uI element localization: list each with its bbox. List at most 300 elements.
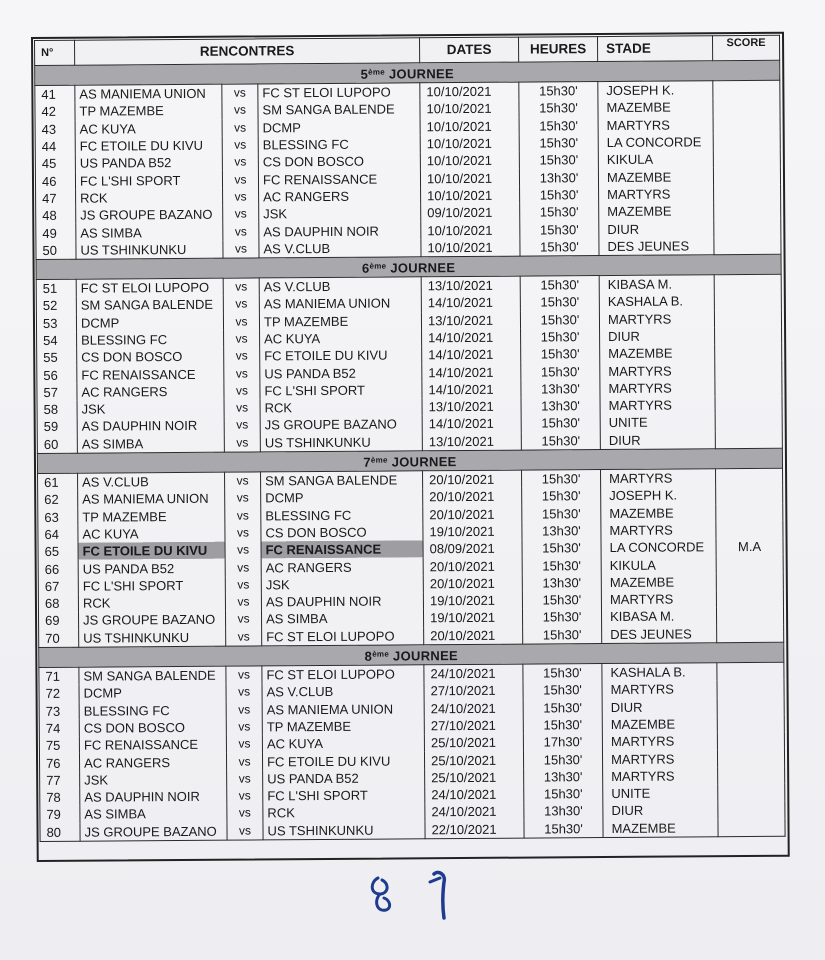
match-date: 24/10/2021 [425,803,524,821]
match-number: 51 [36,279,76,297]
match-date: 13/10/2021 [422,398,521,416]
match-time: 15h30' [523,750,602,768]
match-number: 56 [37,366,77,384]
away-team: AS MANIEMA UNION [259,295,421,313]
versus: vs [222,154,258,172]
match-time: 15h30' [519,99,598,117]
match-stadium: MAZEMBE [599,202,714,220]
match-score [718,801,785,819]
away-team: AS DAUPHIN NOIR [259,222,421,240]
match-time: 15h30' [522,591,601,609]
match-score [717,749,784,767]
home-team: AC RANGERS [79,753,226,771]
match-score [717,662,784,680]
away-team: US PANDA B52 [263,769,425,787]
versus: vs [224,382,260,400]
match-date: 20/10/2021 [423,574,522,592]
header-stade: STADE [598,36,713,62]
home-team: SM SANGA BALENDE [76,296,223,314]
away-team: FC ST ELOI LUPOPO [262,627,424,646]
versus: vs [222,136,258,154]
match-score [718,784,785,802]
match-number: 77 [40,771,80,789]
match-time: 15h30' [523,699,602,717]
header-score: SCORE [713,35,780,60]
home-team: DCMP [76,313,223,331]
away-team: AS V.CLUB [259,277,421,296]
versus: vs [226,701,262,719]
match-score [716,503,783,521]
away-team: FC ST ELOI LUPOPO [258,83,420,102]
match-stadium: JOSEPH K. [598,81,713,100]
match-score [717,624,784,642]
header-heures: HEURES [519,37,598,63]
match-number: 41 [35,85,75,103]
match-date: 14/10/2021 [422,363,521,381]
match-stadium: MARTYRS [602,750,717,768]
match-score [716,486,783,504]
match-number: 80 [40,823,80,841]
schedule-table [34,35,786,842]
versus: vs [222,84,258,102]
match-date: 10/10/2021 [420,82,519,100]
match-score [716,590,783,608]
versus: vs [223,188,259,206]
home-team: FC ETOILE DU KIVU [78,542,225,560]
match-score [715,344,782,362]
match-time: 15h30' [519,82,598,100]
match-time: 15h30' [524,785,603,803]
home-team: JS GROUPE BAZANO [78,611,225,629]
match-stadium: UNITE [600,414,715,432]
match-score [715,396,782,414]
match-number: 49 [36,224,76,242]
away-team: TP MAZEMBE [262,717,424,735]
home-team: AS SIMBA [76,223,223,241]
match-date: 19/10/2021 [423,592,522,610]
match-stadium: DES JEUNES [602,625,717,644]
journee-number: 5 [360,66,369,82]
match-stadium: MARTYRS [602,732,717,750]
match-time: 17h30' [523,733,602,751]
match-date: 14/10/2021 [422,328,521,346]
match-time: 13h30' [521,397,600,415]
match-score [716,468,783,486]
versus: vs [226,718,262,736]
away-team: RCK [263,804,425,822]
match-stadium: MARTYRS [600,379,715,397]
match-date: 10/10/2021 [421,238,520,256]
away-team: FC L'SHI SPORT [263,786,425,804]
match-time: 15h30' [520,311,599,329]
match-stadium: MAZEMBE [598,99,713,117]
match-score [715,361,782,379]
journee-word: JOURNEE [391,453,457,470]
header-dates: DATES [420,37,519,63]
match-score [714,274,781,292]
match-score [716,573,783,591]
match-time: 15h30' [523,716,602,734]
versus: vs [222,119,258,137]
match-score [713,98,780,116]
match-date: 24/10/2021 [425,786,524,804]
match-date: 20/10/2021 [423,488,522,506]
match-time: 15h30' [521,432,600,450]
match-score [716,555,783,573]
away-team: BLESSING FC [261,506,423,524]
journee-number: 8 [364,648,373,664]
versus: vs [227,805,263,823]
match-time: 15h30' [520,276,599,294]
match-stadium: KIKULA [598,150,713,168]
match-date: 13/10/2021 [421,276,520,294]
match-score [713,150,780,168]
home-team: AC RANGERS [77,382,224,400]
match-stadium: MARTYRS [601,521,716,539]
match-number: 59 [37,418,77,436]
match-date: 10/10/2021 [420,135,519,153]
away-team: CS DON BOSCO [258,152,420,170]
versus: vs [226,628,262,646]
match-date: 14/10/2021 [422,380,521,398]
away-team: TP MAZEMBE [259,312,421,330]
match-score [718,766,785,784]
home-team: AS V.CLUB [78,472,225,491]
match-number: 60 [37,435,77,453]
match-date: 10/10/2021 [420,152,519,170]
away-team: AC RANGERS [261,558,423,576]
match-date: 27/10/2021 [424,716,523,734]
match-score [715,327,782,345]
match-number: 58 [37,401,77,419]
versus: vs [224,365,260,383]
signature-icon [360,860,480,930]
home-team: FC RENAISSANCE [79,736,226,754]
away-team: FC RENAISSANCE [258,170,420,188]
match-stadium: JOSEPH K. [601,486,716,504]
match-number: 54 [37,332,77,350]
match-date: 20/10/2021 [423,470,522,488]
match-time: 15h30' [520,220,599,238]
match-time: 15h30' [524,820,603,838]
match-score [714,219,781,237]
away-team: FC RENAISSANCE [261,540,423,558]
away-team: FC L'SHI SPORT [260,381,422,399]
versus: vs [226,684,262,702]
match-stadium: MARTYRS [603,767,718,785]
versus: vs [223,240,259,258]
match-time: 13h30' [519,169,598,187]
versus: vs [223,278,259,296]
match-date: 27/10/2021 [424,682,523,700]
match-stadium: MAZEMBE [600,344,715,362]
match-score [715,379,782,397]
home-team: SM SANGA BALENDE [79,666,226,685]
schedule-body [35,60,785,841]
header-num: N° [35,40,75,65]
away-team: AS V.CLUB [262,682,424,700]
versus: vs [223,223,259,241]
match-number: 55 [37,349,77,367]
match-stadium: MAZEMBE [602,715,717,733]
match-time: 15h30' [520,203,599,221]
away-team: AS MANIEMA UNION [262,700,424,718]
home-team: US PANDA B52 [78,559,225,577]
journee-superscript: ème [369,261,387,271]
home-team: FC L'SHI SPORT [75,171,222,189]
match-number: 69 [38,612,78,630]
away-team: DCMP [258,118,420,136]
match-date: 10/10/2021 [421,221,520,239]
home-team: AC KUYA [75,119,222,137]
match-date: 25/10/2021 [425,768,524,786]
match-score [718,818,785,836]
match-number: 68 [38,595,78,613]
match-number: 64 [38,526,78,544]
match-number: 65 [38,543,78,561]
match-date: 14/10/2021 [422,346,521,364]
home-team: FC ETOILE DU KIVU [75,137,222,155]
match-number: 43 [35,120,75,138]
away-team: CS DON BOSCO [261,523,423,541]
home-team: RCK [76,188,223,206]
versus: vs [224,348,260,366]
home-team: AS DAUPHIN NOIR [80,788,227,806]
match-date: 19/10/2021 [424,609,523,627]
match-stadium: KASHALA B. [602,663,717,682]
match-number: 75 [39,737,79,755]
match-number: 63 [38,508,78,526]
match-number: 70 [39,629,79,647]
match-date: 20/10/2021 [423,505,522,523]
match-number: 52 [36,297,76,315]
versus: vs [227,787,263,805]
match-date: 14/10/2021 [421,294,520,312]
match-stadium: MAZEMBE [601,573,716,591]
away-team: BLESSING FC [258,135,420,153]
match-time: 15h30' [519,117,598,135]
match-number: 62 [38,491,78,509]
journee-word: JOURNEE [388,66,454,82]
match-number: 57 [37,383,77,401]
home-team: US TSHINKUNKU [79,628,226,647]
match-score [714,202,781,220]
match-time: 15h30' [522,505,601,523]
match-time: 15h30' [522,608,601,626]
versus: vs [225,559,261,577]
journee-number: 6 [361,260,370,276]
home-team: AC KUYA [78,525,225,543]
home-team: US TSHINKUNKU [76,240,223,259]
match-stadium: MARTYRS [601,590,716,608]
away-team: US TSHINKUNKU [263,821,425,840]
match-score [715,413,782,431]
match-date: 13/10/2021 [422,432,521,450]
versus: vs [227,770,263,788]
home-team: TP MAZEMBE [75,102,222,120]
match-score [717,697,784,715]
match-number: 45 [35,155,75,173]
home-team: JS GROUPE BAZANO [76,206,223,224]
match-date: 10/10/2021 [421,186,520,204]
away-team: FC ETOILE DU KIVU [262,752,424,770]
match-stadium: MAZEMBE [601,504,716,522]
match-score [714,309,781,327]
match-stadium: MARTYRS [599,185,714,203]
match-stadium: MARTYRS [598,116,713,134]
versus: vs [225,490,261,508]
versus: vs [224,417,260,435]
match-time: 15h30' [519,134,598,152]
match-time: 15h30' [522,469,601,487]
match-score [713,80,780,98]
home-team: JSK [77,400,224,418]
journee-number: 7 [363,454,371,470]
match-score [717,680,784,698]
match-stadium: MARTYRS [602,680,717,698]
match-time: 15h30' [522,487,601,505]
journee-superscript: ème [368,67,386,77]
home-team: TP MAZEMBE [78,507,225,525]
match-stadium: DES JEUNES [599,237,714,256]
away-team: US PANDA B52 [260,364,422,382]
match-time: 15h30' [521,414,600,432]
home-team: JS GROUPE BAZANO [80,822,227,841]
match-score [715,430,782,448]
match-stadium: KIBASA M. [599,275,714,294]
match-date: 13/10/2021 [421,311,520,329]
versus: vs [225,593,261,611]
versus: vs [223,313,259,331]
home-team: DCMP [79,684,226,702]
home-team: RCK [78,594,225,612]
match-stadium: UNITE [603,784,718,802]
match-time: 15h30' [523,681,602,699]
match-date: 14/10/2021 [422,415,521,433]
away-team: AC RANGERS [259,187,421,205]
match-date: 09/10/2021 [421,204,520,222]
versus: vs [223,296,259,314]
match-number: 42 [35,103,75,121]
match-number: 71 [39,667,79,685]
match-stadium: DIUR [600,431,715,450]
match-number: 72 [39,685,79,703]
match-time: 15h30' [522,556,601,574]
away-team: RCK [260,398,422,416]
match-score [713,167,780,185]
versus: vs [226,736,262,754]
match-number: 50 [36,241,76,259]
match-score [716,607,783,625]
match-time: 15h30' [519,151,598,169]
versus: vs [222,171,258,189]
home-team: US PANDA B52 [75,154,222,172]
journee-word: JOURNEE [390,260,456,276]
match-stadium: DIUR [599,220,714,238]
versus: vs [225,507,261,525]
home-team: AS SIMBA [80,805,227,823]
match-stadium: MAZEMBE [603,819,718,838]
match-number: 74 [39,719,79,737]
match-score: M.A [716,538,783,556]
match-score [716,521,783,539]
match-score [713,133,780,151]
match-score [717,732,784,750]
away-team: US TSHINKUNKU [260,433,422,452]
match-date: 10/10/2021 [420,169,519,187]
match-stadium: MARTYRS [600,396,715,414]
match-number: 78 [40,789,80,807]
match-number: 61 [38,473,78,491]
match-time: 13h30' [522,574,601,592]
versus: vs [224,399,260,417]
match-number: 44 [35,138,75,156]
match-stadium: DIUR [602,698,717,716]
match-stadium: MARTYRS [601,469,716,488]
match-time: 15h30' [523,663,602,681]
match-stadium: LA CONCORDE [601,538,716,556]
match-number: 79 [40,806,80,824]
away-team: AC KUYA [260,329,422,347]
versus: vs [225,542,261,560]
match-time: 15h30' [522,539,601,557]
match-date: 08/09/2021 [423,540,522,558]
home-team: BLESSING FC [79,701,226,719]
match-stadium: MAZEMBE [598,168,713,186]
match-number: 48 [36,207,76,225]
home-team: BLESSING FC [77,331,224,349]
away-team: AC KUYA [262,734,424,752]
versus: vs [225,576,261,594]
versus: vs [225,524,261,542]
match-time: 15h30' [521,328,600,346]
away-team: AS SIMBA [261,610,423,628]
match-date: 25/10/2021 [424,751,523,769]
match-stadium: KASHALA B. [599,293,714,311]
match-stadium: KIKULA [601,556,716,574]
match-number: 47 [36,189,76,207]
match-score [714,185,781,203]
versus: vs [227,822,263,840]
home-team: JSK [80,770,227,788]
away-team: JSK [259,204,421,222]
home-team: AS MANIEMA UNION [78,490,225,508]
away-team: SM SANGA BALENDE [258,101,420,119]
away-team: JS GROUPE BAZANO [260,416,422,434]
match-date: 25/10/2021 [424,734,523,752]
match-number: 46 [35,172,75,190]
match-stadium: MARTYRS [600,362,715,380]
away-team: AS DAUPHIN NOIR [261,592,423,610]
match-score [717,715,784,733]
match-time: 15h30' [520,238,599,256]
versus: vs [222,102,258,120]
match-number: 53 [36,314,76,332]
match-number: 67 [38,577,78,595]
home-team: FC ST ELOI LUPOPO [76,278,223,297]
match-date: 20/10/2021 [423,557,522,575]
match-date: 24/10/2021 [424,664,523,682]
match-score [713,115,780,133]
journee-word: JOURNEE [392,647,459,664]
versus: vs [223,206,259,224]
match-date: 10/10/2021 [420,100,519,118]
match-number: 66 [38,560,78,578]
away-team: FC ETOILE DU KIVU [260,346,422,364]
versus: vs [225,472,261,490]
match-time: 15h30' [523,626,602,644]
match-number: 76 [39,754,79,772]
